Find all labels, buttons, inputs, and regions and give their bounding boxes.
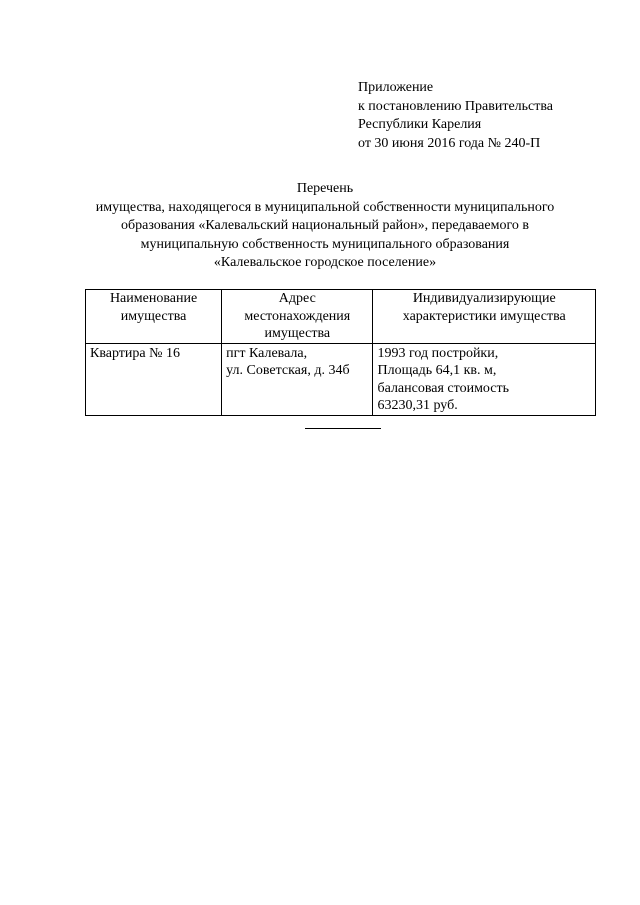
cell-name: Квартира № 16 <box>86 343 222 415</box>
title-heading: Перечень <box>296 181 354 196</box>
header-characteristics: Индивидуализирующие характеристики имущества <box>373 290 596 344</box>
title-line: имущества, находящегося в муниципальной собственности муниципального <box>95 199 555 215</box>
cell-address: пгт Калевала, ул. Советская, д. 34б <box>222 343 373 415</box>
header-address: Адрес местонахождения имущества <box>222 290 373 344</box>
document-title <box>60 180 590 273</box>
property-table <box>85 289 596 416</box>
appendix-line: Республики Карелия <box>358 117 482 132</box>
cell-characteristics: 1993 год постройки, Площадь 64,1 кв. м, балансовая стоимость 63230,31 руб. <box>373 343 596 415</box>
title-line: муниципальную собственность муниципального образования <box>140 236 510 252</box>
header-name: Наименование имущества <box>86 290 222 344</box>
title-line: «Калевальское городское поселение» <box>213 255 437 270</box>
table-header-row <box>86 290 596 344</box>
table-row <box>86 343 596 415</box>
appendix-block <box>358 79 553 153</box>
appendix-line: Приложение <box>358 80 434 95</box>
appendix-line: к постановлению Правительства <box>358 98 554 114</box>
appendix-line: от 30 июня 2016 года № 240-П <box>358 135 541 151</box>
title-line: образования «Калевальский национальный район», передаваемого в <box>121 218 529 233</box>
end-divider <box>305 428 381 429</box>
